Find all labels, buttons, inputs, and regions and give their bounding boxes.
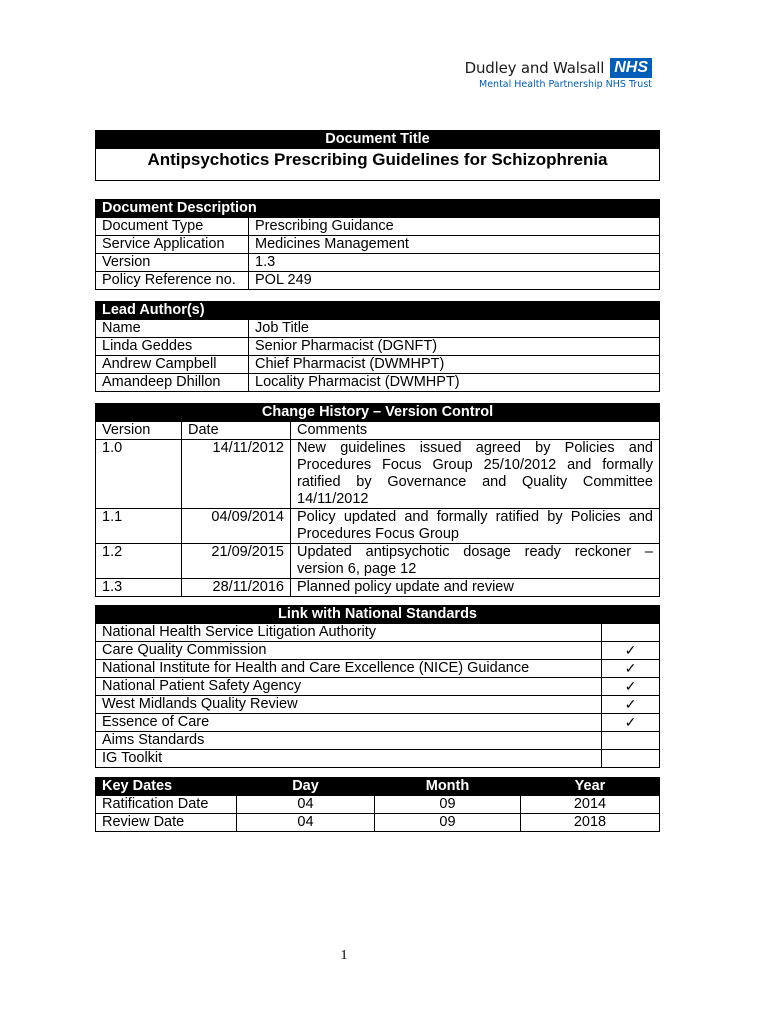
history-date: 14/11/2012 — [182, 440, 291, 509]
history-comment: Updated antipsychotic dosage ready reckoner – version 6, page 12 — [291, 544, 660, 579]
page-number: 1 — [340, 948, 348, 963]
table-row — [96, 272, 660, 290]
key-dates-header: Key Dates — [96, 778, 237, 796]
month-header: Month — [375, 778, 521, 796]
check-icon: ✓ — [602, 660, 660, 678]
history-comment: Policy updated and formally ratified by Policies and Procedures Focus Group — [291, 509, 660, 544]
change-history-table — [95, 403, 660, 597]
check-icon: ✓ — [602, 642, 660, 660]
history-date: 28/11/2016 — [182, 579, 291, 597]
check-icon: ✓ — [602, 696, 660, 714]
table-row — [96, 696, 660, 714]
history-col-date: Date — [182, 422, 291, 440]
author-name: Amandeep Dhillon — [96, 374, 249, 392]
key-date-label: Ratification Date — [96, 796, 237, 814]
standard-name: West Midlands Quality Review — [96, 696, 602, 714]
table-row — [96, 624, 660, 642]
nhs-badge: NHS — [610, 58, 652, 78]
table-row — [96, 678, 660, 696]
standard-name: National Health Service Litigation Authority — [96, 624, 602, 642]
history-col-version: Version — [96, 422, 182, 440]
key-date-day: 04 — [237, 814, 375, 832]
standard-name: National Patient Safety Agency — [96, 678, 602, 696]
author-name: Andrew Campbell — [96, 356, 249, 374]
trust-logo — [465, 58, 652, 90]
standard-name: Essence of Care — [96, 714, 602, 732]
standard-tick-empty — [602, 732, 660, 750]
document-title-table — [95, 130, 660, 181]
table-row — [96, 660, 660, 678]
table-row — [96, 814, 660, 832]
author-name: Linda Geddes — [96, 338, 249, 356]
document-description-table — [95, 199, 660, 290]
document-description-header: Document Description — [96, 200, 660, 218]
description-label: Version — [96, 254, 249, 272]
year-header: Year — [521, 778, 660, 796]
author-job-title: Chief Pharmacist (DWMHPT) — [249, 356, 660, 374]
standard-name: Care Quality Commission — [96, 642, 602, 660]
document-title-header: Document Title — [96, 131, 660, 149]
table-row — [96, 750, 660, 768]
standard-name: National Institute for Health and Care Excellence (NICE) Guidance — [96, 660, 602, 678]
history-date: 21/09/2015 — [182, 544, 291, 579]
standard-name: IG Toolkit — [96, 750, 602, 768]
lead-authors-table — [95, 301, 660, 392]
description-value: Medicines Management — [249, 236, 660, 254]
description-value: POL 249 — [249, 272, 660, 290]
key-dates-header-row — [96, 778, 660, 796]
history-comment: New guidelines issued agreed by Policies and Procedures Focus Group 25/10/2012 and formally ratified by Governance and Quality Committee 14/11/2012 — [291, 440, 660, 509]
change-history-header: Change History – Version Control — [96, 404, 660, 422]
table-row — [96, 732, 660, 750]
author-job-title: Job Title — [249, 320, 660, 338]
description-label: Service Application — [96, 236, 249, 254]
description-label: Document Type — [96, 218, 249, 236]
table-row — [96, 544, 660, 579]
description-value: Prescribing Guidance — [249, 218, 660, 236]
history-comment: Planned policy update and review — [291, 579, 660, 597]
key-date-label: Review Date — [96, 814, 237, 832]
table-row — [96, 579, 660, 597]
history-date: 04/09/2014 — [182, 509, 291, 544]
description-label: Policy Reference no. — [96, 272, 249, 290]
author-name: Name — [96, 320, 249, 338]
history-version: 1.2 — [96, 544, 182, 579]
table-row — [96, 714, 660, 732]
table-row — [96, 796, 660, 814]
table-row — [96, 254, 660, 272]
table-row — [96, 320, 660, 338]
history-version: 1.0 — [96, 440, 182, 509]
trust-subtitle: Mental Health Partnership NHS Trust — [479, 79, 652, 90]
key-date-month: 09 — [375, 796, 521, 814]
table-row — [96, 374, 660, 392]
lead-authors-header: Lead Author(s) — [96, 302, 660, 320]
check-icon: ✓ — [602, 714, 660, 732]
trust-name: Dudley and Walsall — [464, 59, 605, 77]
table-row — [96, 440, 660, 509]
table-row — [96, 218, 660, 236]
national-standards-header: Link with National Standards — [96, 606, 660, 624]
table-row — [96, 356, 660, 374]
table-row — [96, 236, 660, 254]
author-job-title: Locality Pharmacist (DWMHPT) — [249, 374, 660, 392]
history-col-comments: Comments — [291, 422, 660, 440]
history-version: 1.1 — [96, 509, 182, 544]
check-icon: ✓ — [602, 678, 660, 696]
table-row — [96, 509, 660, 544]
key-date-month: 09 — [375, 814, 521, 832]
standard-tick-empty — [602, 624, 660, 642]
key-date-day: 04 — [237, 796, 375, 814]
document-title: Antipsychotics Prescribing Guidelines for Schizophrenia — [96, 149, 660, 181]
key-dates-table — [95, 777, 660, 832]
history-version: 1.3 — [96, 579, 182, 597]
standard-name: Aims Standards — [96, 732, 602, 750]
key-date-year: 2018 — [521, 814, 660, 832]
key-date-year: 2014 — [521, 796, 660, 814]
national-standards-table — [95, 605, 660, 768]
table-row — [96, 338, 660, 356]
standard-tick-empty — [602, 750, 660, 768]
description-value: 1.3 — [249, 254, 660, 272]
history-column-headers — [96, 422, 660, 440]
day-header: Day — [237, 778, 375, 796]
table-row — [96, 642, 660, 660]
author-job-title: Senior Pharmacist (DGNFT) — [249, 338, 660, 356]
